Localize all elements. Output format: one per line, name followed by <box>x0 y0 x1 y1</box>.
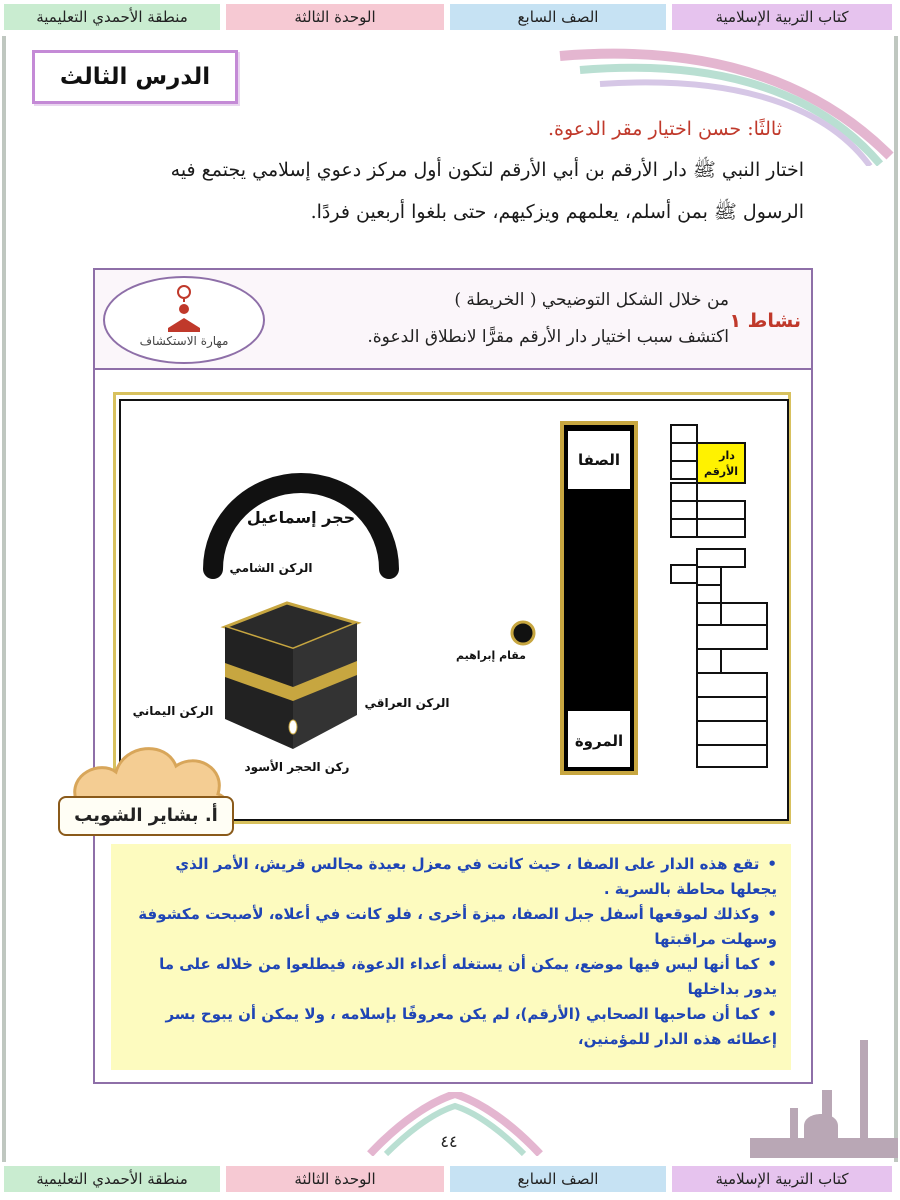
dar-label-line2: الأرقم <box>703 465 739 478</box>
activity-title: نشاط ١ <box>729 310 801 332</box>
lesson-title: الدرس الثالث <box>32 50 238 104</box>
header-unit: الوحدة الثالثة <box>226 4 444 30</box>
section-heading: ثالثًا: حسن اختيار مقر الدعوة. <box>547 118 782 140</box>
safa-label: الصفا <box>578 451 620 469</box>
paragraph-line-1: اختار النبي ﷺ دار الأرقم بن أبي الأرقم لتكون أول مركز دعوي إسلامي يجتمع فيه <box>170 159 804 181</box>
paragraph-line-2: الرسول ﷺ بمن أسلم، يعلمهم ويزكيهم، حتى بلغوا أربعين فردًا. <box>310 201 804 223</box>
bullet-icon: • <box>767 955 777 973</box>
note-item: •كما أنها ليس فيها موضع، يمكن أن يستغله أعداء الدعوة، فيطلعوا من خلاله على ما يدور بداخلها <box>159 955 777 998</box>
author-name: أ. بشاير الشويب <box>58 796 234 836</box>
header-grade: الصف السابع <box>450 4 666 30</box>
footer-unit: الوحدة الثالثة <box>226 1166 444 1192</box>
skill-label: مهارة الاستكشاف <box>139 334 229 348</box>
hijr-ismail-label: حجر إسماعيل <box>246 508 356 527</box>
footer-region: منطقة الأحمدي التعليمية <box>4 1166 220 1192</box>
black-stone <box>289 720 297 734</box>
rukn-yamani-label: الركن اليماني <box>132 704 214 718</box>
activity-panel <box>93 268 813 1084</box>
note-item: •وكذلك لموقعها أسفل جبل الصفا، ميزة أخرى ، فلو كانت في أعلاه، لأصبحت مكشوفة وسهلت مراقبتها <box>138 905 777 948</box>
notes-box <box>111 844 791 1070</box>
page-number: ٤٤ <box>440 1132 458 1151</box>
skill-badge <box>103 276 265 364</box>
maqam-ibrahim-marker <box>512 622 534 644</box>
header-band <box>0 0 900 34</box>
activity-instruction-2: اكتشف سبب اختيار دار الأرقم مقرًّا لانطلاق الدعوة. <box>367 327 729 347</box>
left-border-line <box>2 36 6 1162</box>
header-region: منطقة الأحمدي التعليمية <box>4 4 220 30</box>
maqam-label: مقام إبراهيم <box>455 649 527 662</box>
rukn-aswad-label: ركن الحجر الأسود <box>244 760 350 774</box>
right-border-line <box>894 36 898 1162</box>
mosque-silhouette-icon <box>720 1030 898 1160</box>
swoosh-decoration <box>520 36 900 166</box>
dar-label-line1: دار <box>719 449 735 462</box>
reader-icon <box>105 278 263 334</box>
bullet-icon: • <box>767 905 777 923</box>
bullet-icon: • <box>767 1005 777 1023</box>
rukn-iraqi-label: الركن العراقي <box>364 696 450 710</box>
header-book: كتاب التربية الإسلامية <box>672 4 892 30</box>
footer-grade: الصف السابع <box>450 1166 666 1192</box>
marwa-label: المروة <box>574 732 624 750</box>
footer-book: كتاب التربية الإسلامية <box>672 1166 892 1192</box>
note-item: •كما أن صاحبها الصحابي (الأرقم)، لم يكن معروفًا بإسلامه ، ولا يمكن أن يبوح بسر إعطائه هذه الدار للمؤمنين، <box>165 1005 777 1048</box>
note-item: •تقع هذه الدار على الصفا ، حيث كانت في معزل بعيدة مجالس قريش، الأمر الذي يجعلها محاطة بالسرية . <box>175 855 777 898</box>
bullet-icon: • <box>767 855 777 873</box>
rukn-shami-label: الركن الشامي <box>229 561 313 575</box>
footer-band <box>0 1162 900 1196</box>
activity-instruction-1: من خلال الشكل التوضيحي ( الخريطة ) <box>454 290 729 310</box>
activity-header <box>95 270 811 370</box>
